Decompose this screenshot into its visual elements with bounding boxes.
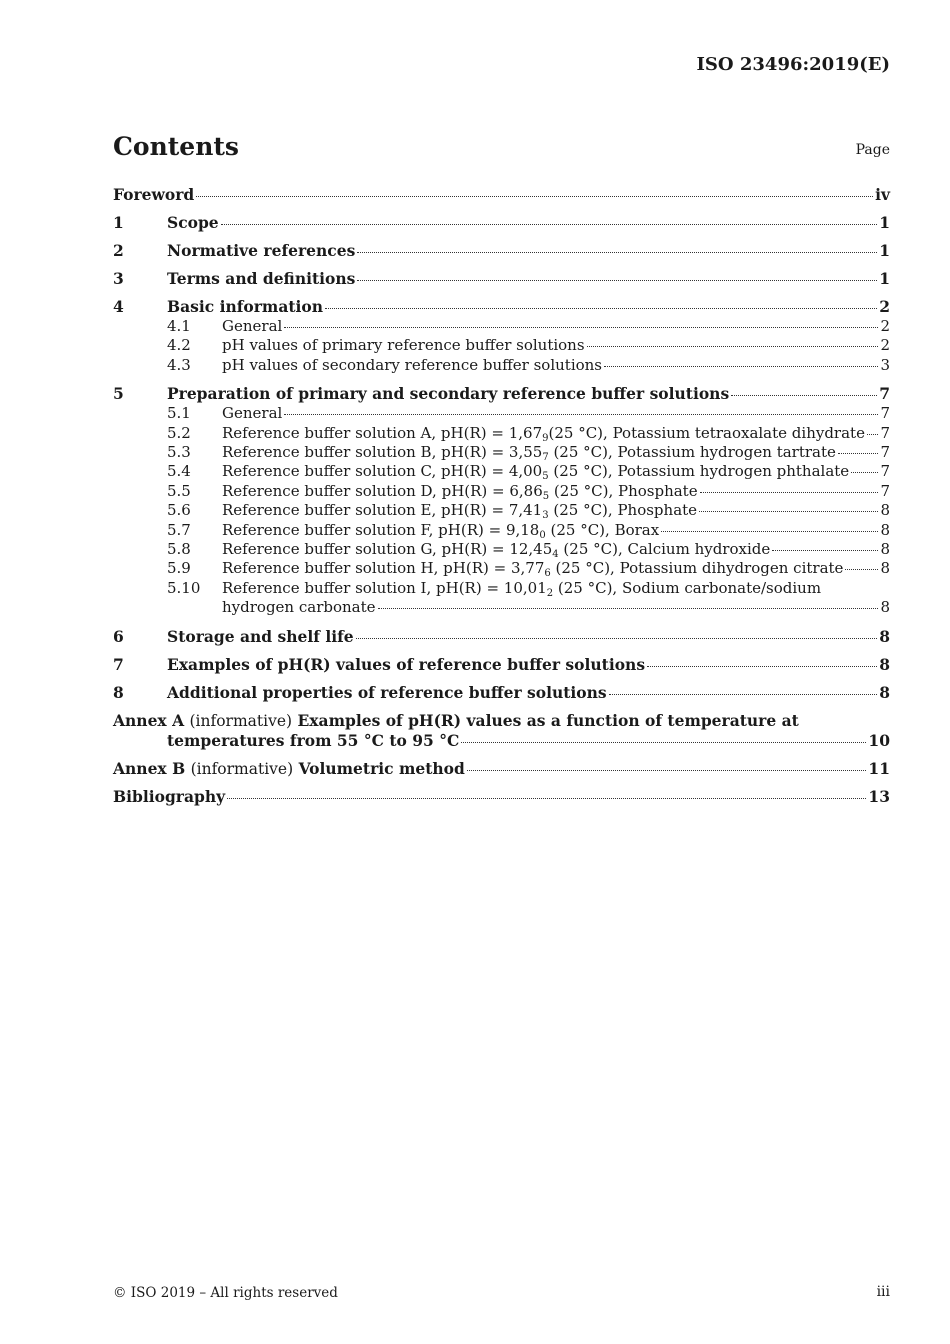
toc-title: Examples of pH(R) values of reference buffer solutions bbox=[167, 654, 646, 674]
toc-title: Reference buffer solution F, $pH(R) = 9,18_0$ (25 °C), Borax bbox=[222, 520, 660, 541]
toc-entry-annex-a[interactable] bbox=[113, 711, 890, 731]
toc-page: 7 bbox=[879, 384, 890, 404]
toc-title: Reference buffer solution B, $pH(R) = 3,55_7$ (25 °C), Potassium hydrogen tartrate bbox=[222, 443, 836, 464]
toc-page: iv bbox=[875, 185, 890, 204]
dot-leader bbox=[772, 550, 878, 551]
toc-entry-additional-properties[interactable] bbox=[113, 683, 890, 703]
toc-subentry-5-8[interactable] bbox=[113, 540, 890, 559]
toc-entry-annex-a-continued[interactable] bbox=[113, 731, 890, 751]
dot-leader bbox=[378, 608, 879, 609]
toc-page: 13 bbox=[868, 786, 890, 806]
document-id: ISO 23496:2019(E) bbox=[696, 54, 890, 75]
toc-page: 2 bbox=[880, 336, 890, 355]
toc-subentry-5-3[interactable] bbox=[113, 443, 890, 462]
toc-subentry-4-2[interactable] bbox=[113, 336, 890, 355]
toc-subentry-5-2[interactable] bbox=[113, 424, 890, 443]
toc-subentry-5-10-continued[interactable] bbox=[113, 598, 890, 617]
toc-number: 4.3 bbox=[167, 355, 191, 374]
toc-page: 11 bbox=[868, 758, 890, 778]
dot-leader bbox=[284, 414, 878, 415]
toc-subentry-5-7[interactable] bbox=[113, 521, 890, 540]
toc-number: 5.10 bbox=[167, 578, 201, 597]
toc-title: Bibliography bbox=[113, 786, 226, 806]
dot-leader bbox=[284, 327, 878, 328]
toc-number: 7 bbox=[113, 654, 124, 674]
toc-page: 8 bbox=[879, 682, 890, 702]
toc-title: pH values of primary reference buffer solutions bbox=[222, 336, 585, 355]
toc-page: 8 bbox=[880, 598, 890, 617]
toc-subentry-5-10[interactable] bbox=[113, 579, 890, 598]
toc-title: Reference buffer solution G, $pH(R) = 12,45_4$ (25 °C), Calcium hydroxide bbox=[222, 540, 771, 561]
toc-page: 8 bbox=[880, 540, 890, 559]
toc-page: 8 bbox=[880, 559, 890, 578]
dot-leader bbox=[867, 434, 879, 435]
toc-title: Reference buffer solution E, $pH(R) = 7,41_3$ (25 °C), Phosphate bbox=[222, 501, 698, 522]
toc-number: 1 bbox=[113, 213, 124, 232]
toc-entry-scope[interactable] bbox=[113, 213, 890, 233]
toc-page: 2 bbox=[880, 317, 890, 335]
dot-leader bbox=[609, 694, 878, 695]
dot-leader bbox=[325, 308, 877, 309]
toc-subentry-5-6[interactable] bbox=[113, 501, 890, 520]
toc-title: hydrogen carbonate bbox=[222, 598, 376, 617]
toc-subentry-5-4[interactable] bbox=[113, 462, 890, 481]
toc-page: 7 bbox=[880, 423, 890, 442]
toc-page: 1 bbox=[879, 213, 890, 232]
toc-page: 8 bbox=[880, 501, 890, 520]
dot-leader bbox=[467, 770, 867, 771]
dot-leader bbox=[196, 196, 873, 197]
toc-entry-foreword[interactable] bbox=[113, 185, 890, 205]
toc-subentry-4-3[interactable] bbox=[113, 356, 890, 375]
toc-number: 5.8 bbox=[167, 540, 191, 559]
dot-leader bbox=[731, 395, 877, 396]
dot-leader bbox=[700, 492, 879, 493]
dot-leader bbox=[221, 224, 878, 225]
toc-number: 5.6 bbox=[167, 501, 191, 520]
toc-page: 10 bbox=[868, 730, 890, 750]
toc-entry-annex-b[interactable] bbox=[113, 759, 890, 779]
footer-copyright: © ISO 2019 – All rights reserved bbox=[113, 1285, 338, 1301]
toc-page: 3 bbox=[880, 355, 890, 374]
toc-entry-basic-information[interactable] bbox=[113, 297, 890, 317]
toc-title: General bbox=[222, 404, 283, 423]
toc-page: 7 bbox=[880, 481, 890, 500]
toc-title: pH values of secondary reference buffer solutions bbox=[222, 355, 603, 374]
toc-entry-preparation[interactable] bbox=[113, 384, 890, 404]
dot-leader bbox=[661, 531, 878, 532]
toc-number: 5.4 bbox=[167, 462, 191, 481]
contents-title: Contents bbox=[113, 132, 240, 161]
dot-leader bbox=[845, 569, 878, 570]
toc-title: Reference buffer solution I, $pH(R) = 10,01_2$ (25 °C), Sodium carbonate/sodium bbox=[222, 578, 822, 599]
dot-leader bbox=[357, 252, 877, 253]
toc-entry-storage[interactable] bbox=[113, 627, 890, 647]
toc-title: temperatures from 55 °C to 95 °C bbox=[167, 730, 460, 750]
dot-leader bbox=[461, 742, 866, 743]
toc-number: 4.1 bbox=[167, 317, 191, 335]
toc-subentry-5-9[interactable] bbox=[113, 559, 890, 578]
toc-number: 5 bbox=[113, 384, 124, 404]
dot-leader bbox=[851, 472, 878, 473]
toc-number: 5.2 bbox=[167, 423, 191, 442]
toc-number: 5.7 bbox=[167, 520, 191, 539]
dot-leader bbox=[587, 346, 879, 347]
toc-title: Additional properties of reference buffer solutions bbox=[167, 682, 607, 702]
toc-title: Basic information bbox=[167, 297, 324, 316]
toc-number: 3 bbox=[113, 269, 124, 288]
toc-number: 6 bbox=[113, 626, 124, 646]
dot-leader bbox=[838, 453, 879, 454]
footer-page-number: iii bbox=[876, 1284, 890, 1300]
table-of-contents bbox=[113, 185, 890, 807]
toc-number: 2 bbox=[113, 241, 124, 260]
toc-title: Scope bbox=[167, 213, 219, 232]
toc-number: 4 bbox=[113, 297, 124, 316]
dot-leader bbox=[604, 366, 878, 367]
toc-title: Normative references bbox=[167, 241, 356, 260]
toc-page: 7 bbox=[880, 462, 890, 481]
toc-title: Foreword bbox=[113, 185, 195, 204]
toc-title: Reference buffer solution A, $pH(R) = 1,67_9(25$ °C), Potassium tetraoxalate dihydrate bbox=[222, 423, 865, 444]
toc-page: 1 bbox=[879, 269, 890, 288]
dot-leader bbox=[227, 798, 866, 799]
toc-title: Terms and definitions bbox=[167, 269, 356, 288]
dot-leader bbox=[647, 666, 877, 667]
toc-entry-terms-definitions[interactable] bbox=[113, 269, 890, 289]
toc-page: 7 bbox=[880, 443, 890, 462]
toc-subentry-4-1[interactable] bbox=[113, 317, 890, 336]
toc-entry-bibliography[interactable] bbox=[113, 787, 890, 807]
toc-title: Storage and shelf life bbox=[167, 626, 354, 646]
toc-subentry-5-1[interactable] bbox=[113, 404, 890, 423]
toc-page: 7 bbox=[880, 404, 890, 423]
toc-number: 5.1 bbox=[167, 404, 191, 423]
toc-entry-examples[interactable] bbox=[113, 655, 890, 675]
toc-number: 8 bbox=[113, 682, 124, 702]
toc-subentry-5-5[interactable] bbox=[113, 482, 890, 501]
toc-title: Preparation of primary and secondary reference buffer solutions bbox=[167, 384, 730, 404]
toc-title: Reference buffer solution D, $pH(R) = 6,86_5$ (25 °C), Phosphate bbox=[222, 481, 698, 502]
toc-title: Annex A (informative) Examples of pH(R) values as a function of temperature at bbox=[113, 710, 799, 730]
toc-number: 5.5 bbox=[167, 481, 191, 500]
toc-entry-normative-references[interactable] bbox=[113, 241, 890, 261]
toc-page: 1 bbox=[879, 241, 890, 260]
toc-page: 2 bbox=[879, 297, 890, 316]
toc-page: 8 bbox=[879, 654, 890, 674]
toc-title: Reference buffer solution C, $pH(R) = 4,00_5$ (25 °C), Potassium hydrogen phthalate bbox=[222, 462, 850, 483]
toc-page: 8 bbox=[880, 520, 890, 539]
page-column-label: Page bbox=[855, 142, 890, 158]
toc-title: General bbox=[222, 317, 283, 335]
toc-number: 4.2 bbox=[167, 336, 191, 355]
toc-number: 5.9 bbox=[167, 559, 191, 578]
toc-number: 5.3 bbox=[167, 443, 191, 462]
dot-leader bbox=[357, 280, 877, 281]
toc-title: Annex B (informative) Volumetric method bbox=[113, 758, 465, 778]
toc-title: Reference buffer solution H, $pH(R) = 3,77_6$ (25 °C), Potassium dihydrogen citrate bbox=[222, 559, 844, 580]
dot-leader bbox=[356, 638, 878, 639]
dot-leader bbox=[699, 511, 878, 512]
toc-page: 8 bbox=[879, 626, 890, 646]
